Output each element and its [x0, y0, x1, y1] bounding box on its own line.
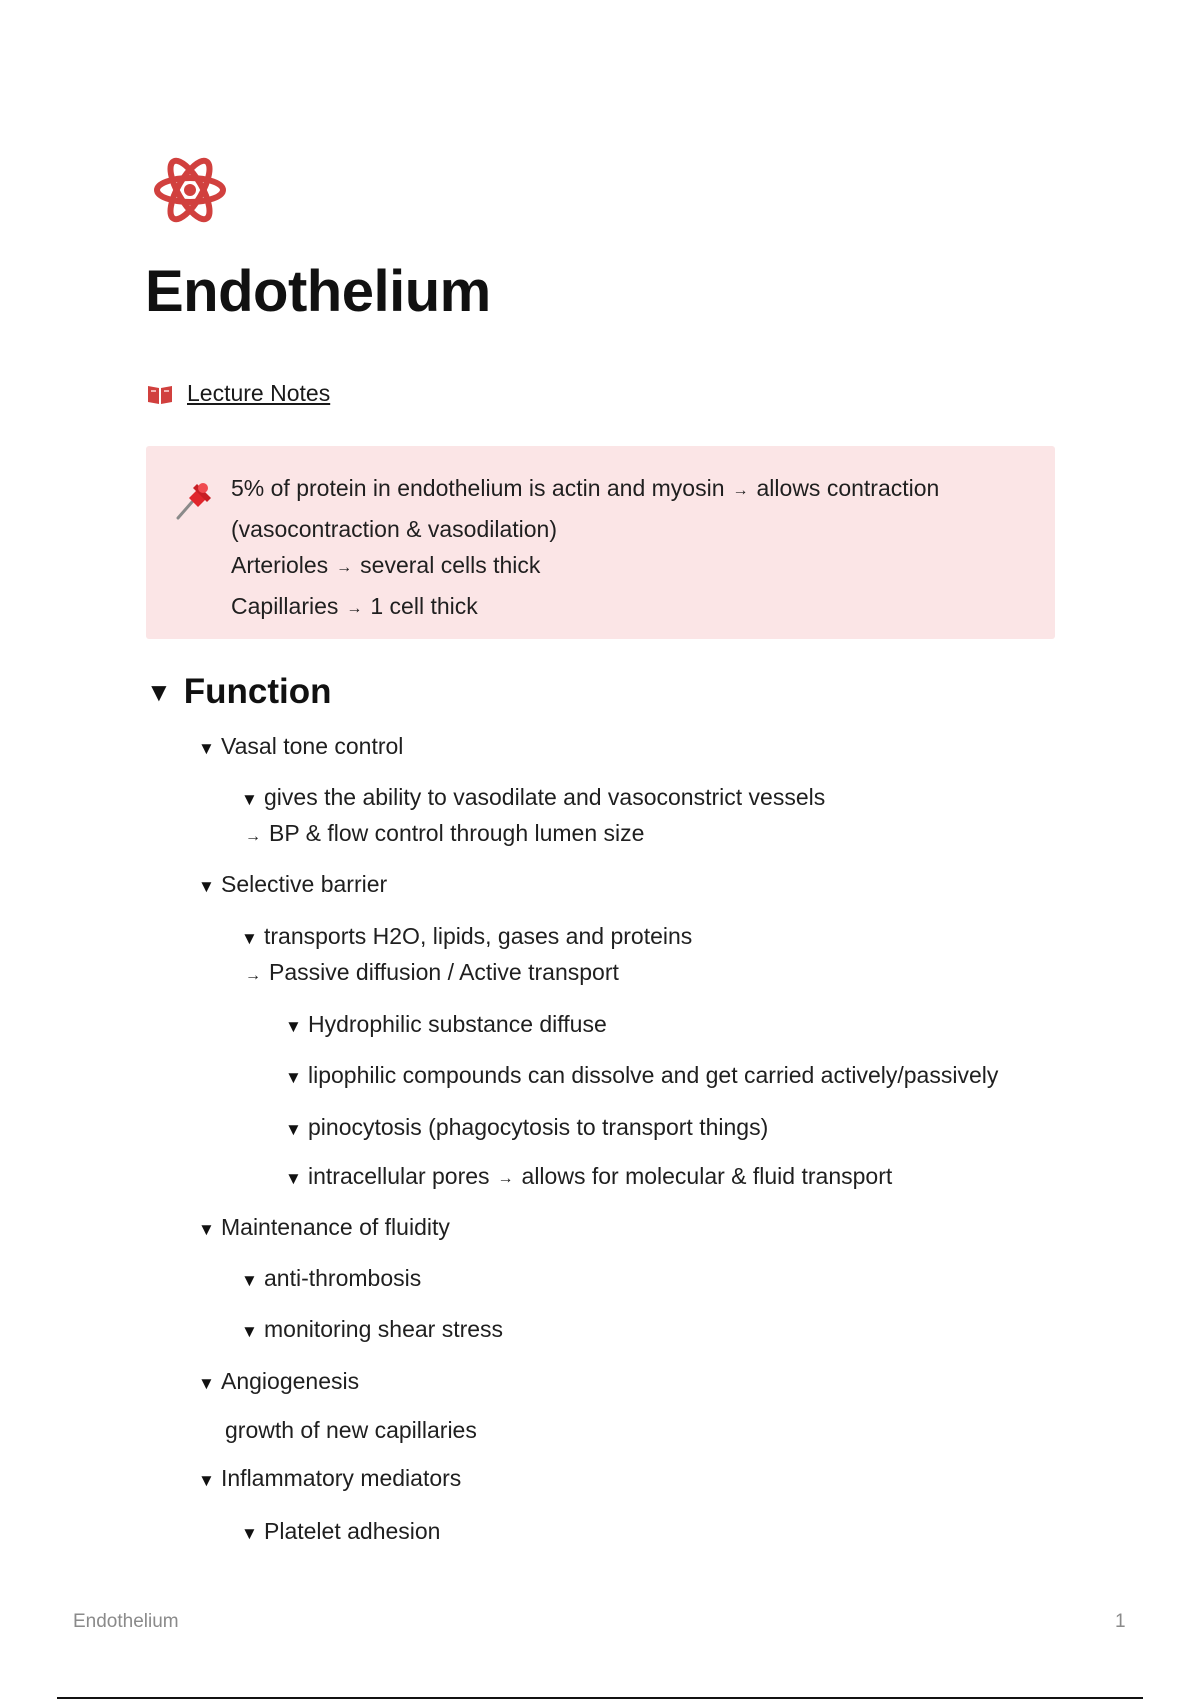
lecture-notes-link[interactable]: Lecture Notes: [187, 380, 331, 406]
toggle-vasal-tone[interactable]: ▼ Vasal tone control: [198, 733, 404, 759]
toggle-triangle-icon[interactable]: ▼: [285, 1068, 302, 1087]
toggle-platelet-adhesion[interactable]: ▼ Platelet adhesion: [241, 1518, 441, 1544]
function-heading-toggle[interactable]: [146, 672, 331, 712]
toggle-shear-stress[interactable]: ▼ monitoring shear stress: [241, 1316, 504, 1342]
toggle-lipophilic[interactable]: ▼ lipophilic compounds can dissolve and get carried actively/passively: [285, 1062, 999, 1088]
toggle-triangle-icon[interactable]: ▼: [198, 1471, 215, 1490]
atom-icon: [150, 150, 230, 230]
callout-line-4: Capillaries → 1 cell thick: [231, 592, 478, 619]
toggle-anti-thrombosis[interactable]: ▼ anti-thrombosis: [241, 1265, 422, 1291]
footer-title: Endothelium: [73, 1611, 179, 1632]
toggle-triangle-icon[interactable]: ▼: [241, 1322, 258, 1341]
toggle-triangle-icon[interactable]: ▼: [241, 1524, 258, 1543]
toggle-triangle-icon[interactable]: ▼: [285, 1169, 302, 1188]
toggle-selective-barrier[interactable]: ▼ Selective barrier: [198, 871, 388, 897]
lecture-notes-link-row[interactable]: [147, 380, 330, 407]
toggle-hydrophilic[interactable]: ▼ Hydrophilic substance diffuse: [285, 1011, 607, 1037]
callout-box: [146, 446, 1055, 639]
toggle-transports[interactable]: ▼ transports H2O, lipids, gases and proteins: [241, 923, 693, 949]
toggle-pinocytosis[interactable]: ▼ pinocytosis (phagocytosis to transport things): [285, 1114, 769, 1140]
pushpin-icon: [172, 476, 218, 522]
toggle-inflammatory-mediators[interactable]: ▼ Inflammatory mediators: [198, 1465, 462, 1491]
function-heading: Function: [183, 672, 332, 711]
toggle-intracellular-pores[interactable]: ▼ intracellular pores → allows for molecular & fluid transport: [285, 1163, 893, 1189]
bp-flow-text: → BP & flow control through lumen size: [245, 820, 645, 846]
callout-line-3: Arterioles → several cells thick: [231, 552, 541, 578]
toggle-angiogenesis[interactable]: ▼ Angiogenesis: [198, 1368, 360, 1394]
toggle-triangle-icon[interactable]: ▼: [198, 1374, 215, 1393]
toggle-triangle-icon[interactable]: ▼: [198, 877, 215, 896]
toggle-triangle-icon[interactable]: ▼: [285, 1120, 302, 1139]
toggle-vasodilate[interactable]: ▼ gives the ability to vasodilate and vasoconstrict vessels: [241, 784, 826, 810]
toggle-triangle-icon[interactable]: ▼: [241, 1271, 258, 1290]
callout-line-2: (vasocontraction & vasodilation): [231, 515, 557, 542]
passive-diffusion-text: → Passive diffusion / Active transport: [245, 959, 619, 985]
footer-divider: [57, 1697, 1143, 1699]
toggle-triangle-icon[interactable]: ▼: [241, 929, 258, 948]
callout-line-1: 5% of protein in endothelium is actin and myosin → allows contraction: [231, 475, 940, 501]
book-icon: [147, 383, 173, 405]
toggle-triangle-icon[interactable]: ▼: [285, 1017, 302, 1036]
angiogenesis-text: growth of new capillaries: [225, 1417, 477, 1443]
toggle-triangle-icon[interactable]: ▼: [198, 739, 215, 758]
toggle-triangle-icon[interactable]: ▼: [241, 790, 258, 809]
toggle-triangle-icon[interactable]: ▼: [198, 1220, 215, 1239]
page-title: Endothelium: [145, 259, 491, 324]
footer-page-number: 1: [1115, 1611, 1126, 1632]
toggle-fluidity[interactable]: ▼ Maintenance of fluidity: [198, 1214, 450, 1240]
toggle-triangle-icon[interactable]: ▼: [146, 676, 172, 707]
